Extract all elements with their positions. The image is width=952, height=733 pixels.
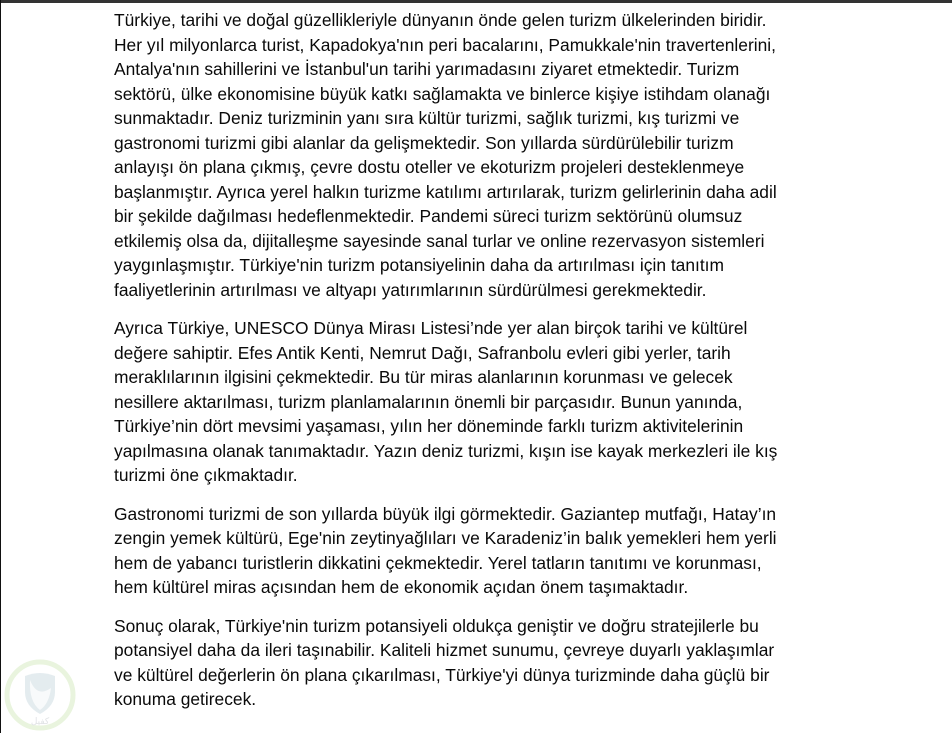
text-line: Gastronomi turizmi de son yıllarda büyük ilgi görmektedir. Gaziantep mutfağı, Hatay’ın: [114, 503, 777, 524]
text-line: hem kültürel miras açısından hem de ekonomik açıdan önem taşımaktadır.: [114, 577, 689, 597]
text-line: Türkiye, tarihi ve doğal güzellikleriyle dünyanın önde gelen turizm ülkelerinden biridir.: [114, 10, 767, 30]
document-body: [114, 8, 854, 726]
text-line: konuma getirecek.: [114, 689, 257, 709]
paragraph-unesco-heritage: [114, 316, 854, 488]
text-line: zengin yemek kültürü, Ege'nin zeytinyağlıları ve Karadeniz’in balık yemekleri hem yerli: [114, 528, 777, 548]
text-line: sunmaktadır. Deniz turizminin yanı sıra kültür turizmi, sağlık turizmi, kış turizmi ve: [114, 108, 740, 128]
text-line: başlanmıştır. Ayrıca yerel halkın turizme katılımı artırılarak, turizm gelirlerinin daha adil: [114, 181, 777, 202]
paragraph-gastronomy: [114, 502, 854, 600]
text-line: faaliyetlerinin artırılması ve altyapı yatırımlarının sürdürülmesi gerekmektedir.: [114, 279, 707, 300]
text-line: Ayrıca Türkiye, UNESCO Dünya Mirası Listesi’nde yer alan birçok tarihi ve kültürel: [114, 318, 748, 338]
text-line: etkilemiş olsa da, dijitalleşme sayesinde sanal turlar ve online rezervasyon sistemleri: [114, 230, 765, 251]
watermark-logo: [3, 658, 77, 732]
text-line: anlayışı ön plana çıkmış, çevre dostu oteller ve ekoturizm projeleri desteklenmeye: [114, 157, 745, 177]
text-line: sektörü, ülke ekonomisine büyük katkı sağlamakta ve binlerce kişiye istihdam olanağı: [114, 83, 771, 104]
text-line: gastronomi turizmi gibi alanlar da gelişmektedir. Son yıllarda sürdürülebilir turizm: [114, 132, 734, 153]
text-line: değere sahiptir. Efes Antik Kenti, Nemrut Dağı, Safranbolu evleri gibi yerler, tarih: [114, 342, 731, 363]
text-line: hem de yabancı turistlerin dikkatini çekmektedir. Yerel tatların tanıtımı ve korunması,: [114, 552, 762, 573]
text-line: potansiyel daha da ileri taşınabilir. Kaliteli hizmet sunumu, çevreye duyarlı yaklaşımlar: [114, 640, 775, 660]
text-line: Her yıl milyonlarca turist, Kapadokya'nın peri bacalarını, Pamukkale'nin travertenlerini,: [114, 34, 776, 55]
text-line: ve kültürel değerlerin ön plana çıkarılması, Türkiye'yi dünya turizminde daha güçlü bir: [114, 664, 770, 685]
text-line: yaygınlaşmıştır. Türkiye'nin turizm potansiyelinin daha da artırılması için tanıtım: [114, 255, 724, 275]
text-line: nesillere aktarılması, turizm planlamalarının önemli bir parçasıdır. Bunun yanında,: [114, 391, 743, 412]
paragraph-tourism-overview: [114, 8, 854, 302]
watermark-text: كفيل: [30, 717, 50, 727]
text-line: Türkiye’nin dört mevsimi yaşaması, yılın her döneminde farklı turizm aktivitelerinin: [114, 416, 744, 436]
text-line: Sonuç olarak, Türkiye'nin turizm potansiyeli oldukça geniştir ve doğru stratejilerle bu: [114, 615, 759, 636]
text-line: yapılmasına olanak tanımaktadır. Yazın deniz turizmi, kışın ise kayak merkezleri ile kış: [114, 440, 778, 461]
text-line: turizmi öne çıkmaktadır.: [114, 465, 298, 485]
shield-logo-icon: [3, 658, 77, 732]
paragraph-conclusion: [114, 614, 854, 712]
text-line: Antalya'nın sahillerini ve İstanbul'un tarihi yarımadasını ziyaret etmektedir. Turizm: [114, 59, 740, 79]
text-line: meraklılarının ilgisini çekmektedir. Bu tür miras alanlarının korunması ve gelecek: [114, 367, 733, 387]
window-top-border: [1, 0, 952, 3]
text-line: bir şekilde dağılması hedeflenmektedir. Pandemi süreci turizm sektörünü olumsuz: [114, 206, 743, 226]
